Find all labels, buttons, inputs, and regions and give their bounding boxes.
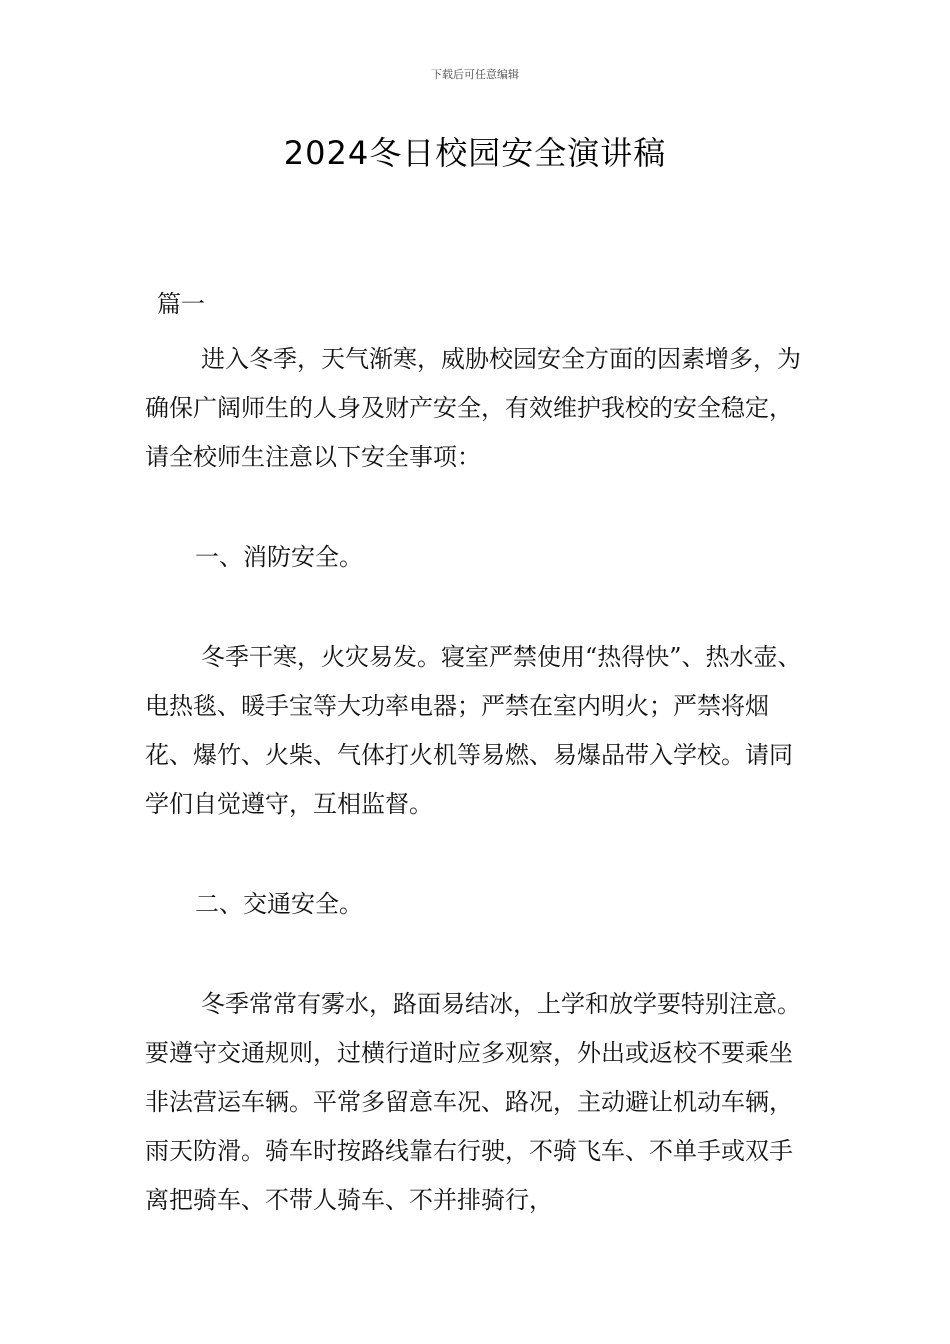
section-label: 篇一 <box>157 290 205 318</box>
spacer <box>145 582 810 633</box>
document-body <box>145 280 810 1225</box>
spacer <box>145 829 810 880</box>
spacer <box>145 929 810 980</box>
intro-paragraph: 进入冬季，天气渐寒，威胁校园安全方面的因素增多，为确保广阔师生的人身及财产安全，有效维护我校的安全稳定，请全校师生注意以下安全事项： <box>145 345 801 471</box>
section-text-fire: 冬季干寒，火灾易发。寝室严禁使用“热得快”、热水壶、电热毯、暖手宝等大功率电器；严禁在室内明火；严禁将烟花、爆竹、火柴、气体打火机等易燃、易爆品带入学校。请同学们自觉遵守，互相监督。 <box>145 643 802 818</box>
section-heading-fire: 一、消防安全。 <box>195 543 363 571</box>
spacer <box>145 482 810 533</box>
page-title: 2024冬日校园安全演讲稿 <box>283 134 667 172</box>
section-heading-traffic: 二、交通安全。 <box>195 890 363 918</box>
section-text-traffic: 冬季常常有雾水，路面易结冰，上学和放学要特别注意。要遵守交通规则，过横行道时应多观察，外出或返校不要乘坐非法营运车辆。平常多留意车况、路况，主动避让机动车辆，雨天防滑。骑车时按路线靠右行驶，不骑飞车、不单手或双手离把骑车、不带人骑车、不并排骑行， <box>145 990 801 1214</box>
header-note: 下载后可任意编辑 <box>431 68 519 81</box>
